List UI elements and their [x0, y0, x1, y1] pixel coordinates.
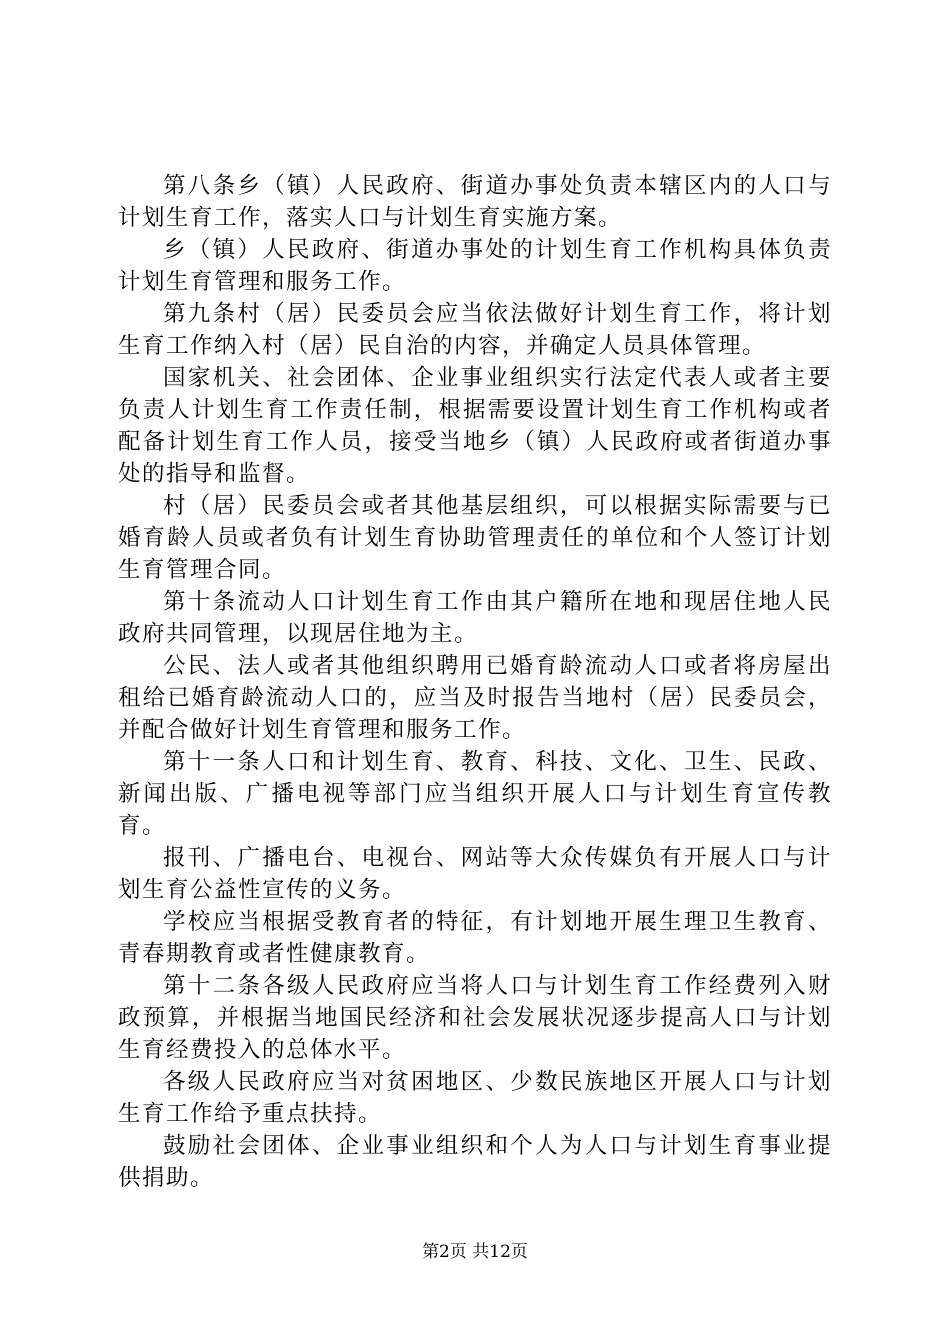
paragraph-article-10: 第十条流动人口计划生育工作由其户籍所在地和现居住地人民政府共同管理，以现居住地为主。	[118, 589, 832, 647]
paragraph: 报刊、广播电台、电视台、网站等大众传媒负有开展人口与计划生育公益性宣传的义务。	[118, 845, 832, 903]
paragraph: 公民、法人或者其他组织聘用已婚育龄流动人口或者将房屋出租给已婚育龄流动人口的，应当及时报告当地村（居）民委员会，并配合做好计划生育管理和服务工作。	[118, 653, 832, 743]
paragraph: 鼓励社会团体、企业事业组织和个人为人口与计划生育事业提供捐助。	[118, 1133, 832, 1191]
page-number-footer: 第2页 共12页	[422, 1242, 528, 1262]
paragraph-article-8: 第八条乡（镇）人民政府、街道办事处负责本辖区内的人口与计划生育工作，落实人口与计划生育实施方案。	[118, 173, 832, 231]
document-body	[118, 170, 832, 1194]
paragraph-article-12: 第十二条各级人民政府应当将人口与计划生育工作经费列入财政预算，并根据当地国民经济和社会发展状况逐步提高人口与计划生育经费投入的总体水平。	[118, 973, 832, 1063]
paragraph: 各级人民政府应当对贫困地区、少数民族地区开展人口与计划生育工作给予重点扶持。	[118, 1069, 832, 1127]
paragraph: 乡（镇）人民政府、街道办事处的计划生育工作机构具体负责计划生育管理和服务工作。	[118, 237, 832, 295]
paragraph: 国家机关、社会团体、企业事业组织实行法定代表人或者主要负责人计划生育工作责任制，根据需要设置计划生育工作机构或者配备计划生育工作人员，接受当地乡（镇）人民政府或者街道办事处的指导和监督。	[118, 365, 832, 487]
paragraph: 村（居）民委员会或者其他基层组织，可以根据实际需要与已婚育龄人员或者负有计划生育协助管理责任的单位和个人签订计划生育管理合同。	[118, 493, 832, 583]
paragraph-article-9: 第九条村（居）民委员会应当依法做好计划生育工作，将计划生育工作纳入村（居）民自治的内容，并确定人员具体管理。	[118, 301, 832, 359]
paragraph: 学校应当根据受教育者的特征，有计划地开展生理卫生教育、青春期教育或者性健康教育。	[118, 909, 832, 967]
paragraph-article-11: 第十一条人口和计划生育、教育、科技、文化、卫生、民政、新闻出版、广播电视等部门应当组织开展人口与计划生育宣传教育。	[118, 749, 832, 839]
